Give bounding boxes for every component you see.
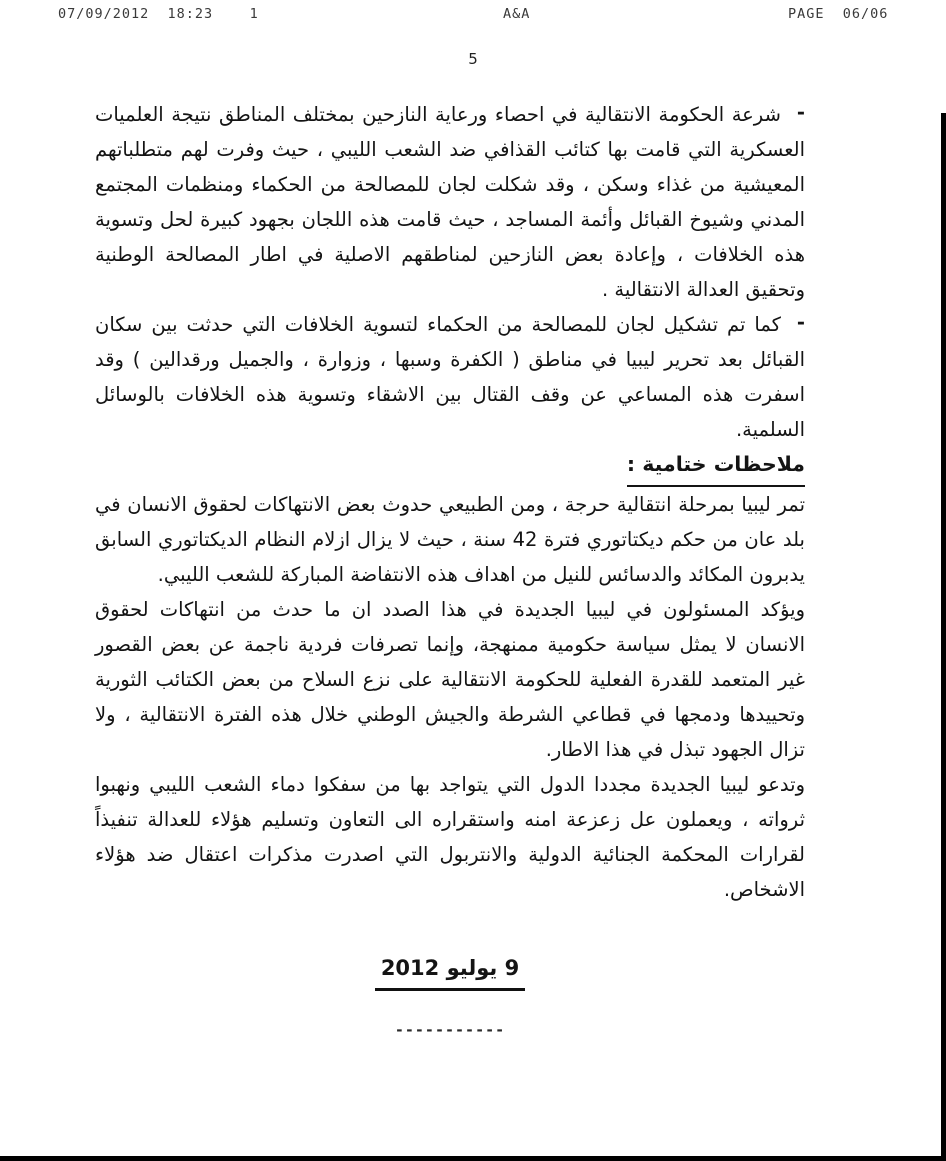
bullet-item-reconciliation-committees <box>95 307 805 447</box>
document-date-line <box>95 951 805 991</box>
closing-remarks-heading-text: ملاحظات ختامية : <box>627 447 805 487</box>
bullet-text: كما تم تشكيل لجان للمصالحة من الحكماء لتسوية الخلافات التي حدثت بين سكان القبائل بعد تحرير ليبيا في مناطق ( الكفرة وسبها ، وزوارة ، والجميل ورقدالين ) وقد اسفرت هذه المساعي عن وقف القتال بين الاشقاء وتسوية هذه الخلافات بالوسائل السلمية. <box>95 313 805 441</box>
bullet-item-displaced-persons <box>95 97 805 307</box>
fax-header <box>0 6 946 26</box>
bullet-dash: - <box>796 311 805 334</box>
document-body <box>95 97 805 1048</box>
paragraph-transitional-phase: تمر ليبيا بمرحلة انتقالية حرجة ، ومن الطبيعي حدوث بعض الانتهاكات لحقوق الانسان في بلد عان من حكم ديكتاتوري فترة 42 سنة ، حيث لا يزال ازلام النظام الديكتاتوري السابق يدبرون المكائد والدسائس للنيل من اهداف هذه الانتفاضة المباركة للشعب الليبي. <box>95 493 805 586</box>
document-date: 9 يوليو 2012 <box>375 951 525 991</box>
paragraph-officials-statement: ويؤكد المسئولون في ليبيا الجديدة في هذا الصدد ان ما حدث من انتهاكات لحقوق الانسان لا يمثل سياسة حكومية ممنهجة، وإنما تصرفات فردية ناجمة عن بعض القصور غير المتعمد للقدرة الفعلية للحكومة الانتقالية على نزع السلاح من بعض الكتائب الثورية وتحييدها ودمجها في قطاعي الشرطة والجيش الوطني خلال هذه الفترة الانتقالية ، ولا تزال الجهود تبذل في هذا الاطار. <box>95 598 805 761</box>
scan-edge-artifact-bottom <box>0 1156 946 1161</box>
paragraph-call-to-states: وتدعو ليبيا الجديدة مجددا الدول التي يتواجد بها من سفكوا دماء الشعب الليبي ونهبوا ثرواته ، ويعملون عل زعزعة امنه واستقراره الى التعاون وتسليم هؤلاء للعدالة تنفيذاً لقرارات المحكمة الجنائية الدولية والانتربول التي اصدرت مذكرات اعتقال ضد هؤلاء الاشخاص. <box>95 773 805 901</box>
scan-edge-artifact-right <box>941 113 946 1161</box>
fax-page-counter: PAGE 06/06 <box>788 6 889 22</box>
fax-timestamp: 07/09/2012 18:23 1 <box>58 6 259 22</box>
page-number: 5 <box>468 50 478 68</box>
bullet-text: شرعة الحكومة الانتقالية في احصاء ورعاية النازحين بمختلف المناطق نتيجة العلميات العسكرية التي قامت بها كتائب القذافي ضد الشعب الليبي ، حيث وفرت لهم متطلباتهم المعيشية من غذاء وسكن ، وقد شكلت لجان للمصالحة من الحكماء ومنظمات المجتمع المدني وشيوخ القبائل وأئمة المساجد ، حيث قامت هذه اللجان بجهود كبيرة لحل وتسوية هذه الخلافات ، وإعادة بعض النازحين لمناطقهم الاصلية في اطار المصالحة الوطنية وتحقيق العدالة الانتقالية . <box>95 103 805 301</box>
closing-remarks-heading <box>95 447 805 487</box>
fax-sender-id: A&A <box>503 6 531 22</box>
bullet-dash: - <box>796 101 805 124</box>
end-of-document-dashes: ----------- <box>394 1021 506 1039</box>
